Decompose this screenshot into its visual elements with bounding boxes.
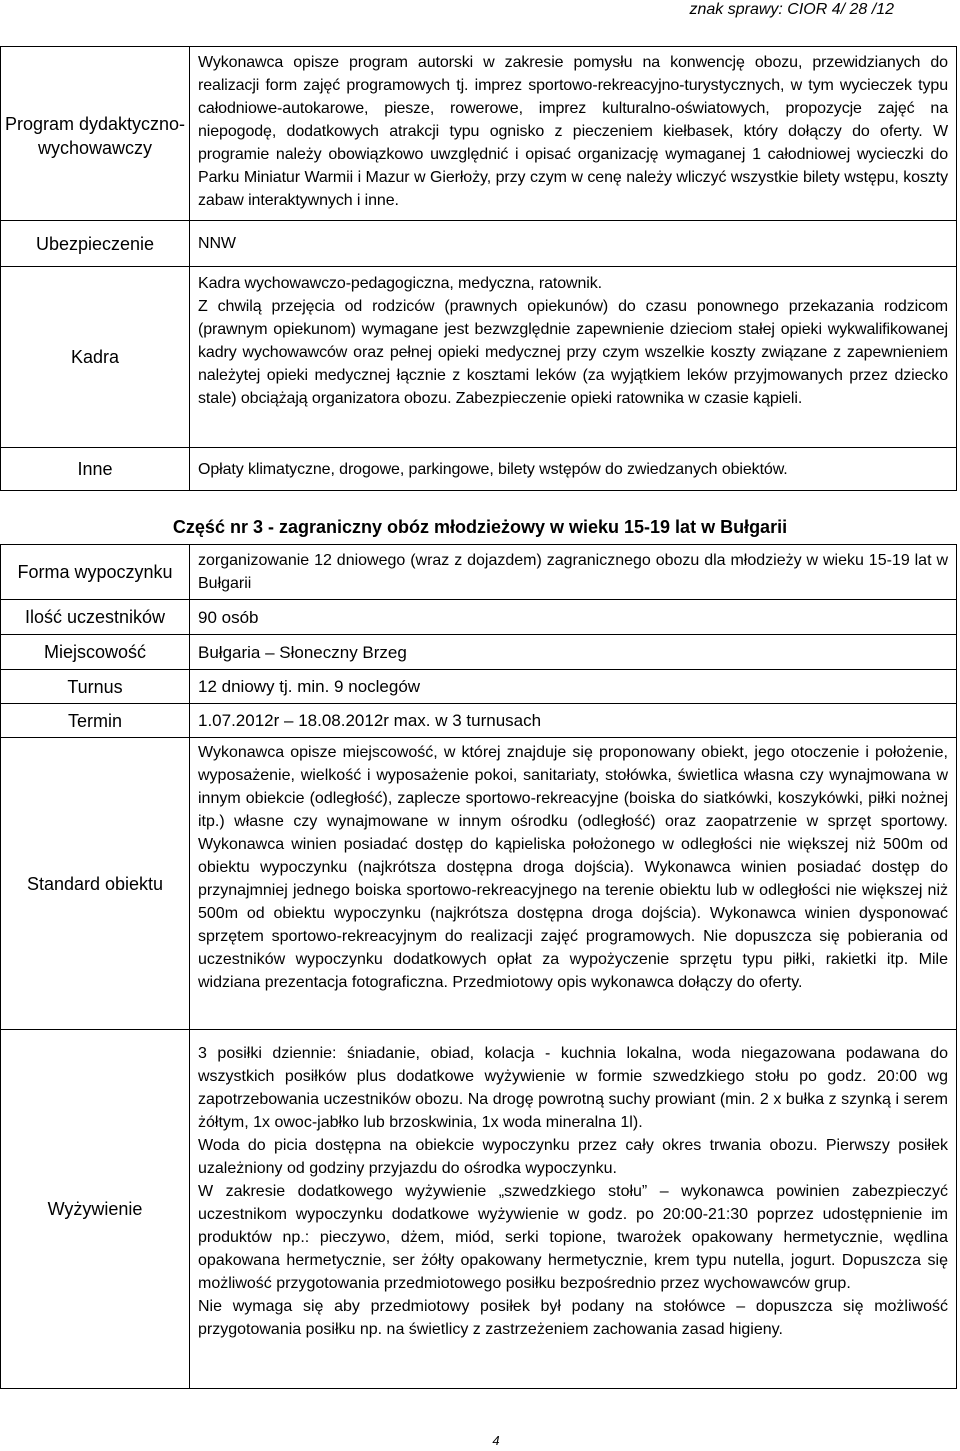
table-row	[1, 704, 957, 738]
row-content-form	[190, 545, 957, 600]
row-content-other	[190, 448, 957, 491]
row-label-text: Program dydaktyczno-wychowawczy	[4, 113, 186, 158]
row-label-text: Inne	[77, 459, 113, 479]
table-row	[1, 635, 957, 670]
row-label-text: Termin	[67, 710, 122, 731]
paragraph: Kadra wychowawczo-pedagogiczna, medyczna, ratownik.	[198, 275, 602, 292]
row-label-text: Ubezpieczenie	[35, 233, 155, 254]
row-label-text: Forma wypoczynku	[17, 562, 173, 582]
row-label-text: Ilość uczestników	[24, 607, 166, 627]
row-label-participants	[1, 600, 190, 635]
row-content-turnus	[190, 670, 957, 704]
section-heading: Część nr 3 - zagraniczny obóz młodzieżowy w wieku 15-19 lat w Bułgarii	[172, 517, 788, 537]
paragraph: Nie wymaga się aby przedmiotowy posiłek był podany na stołówce – dopuszcza się możliwość przygotowania posiłku np. na świetlicy z zastrzeżeniem zachowania zasad higieny.	[198, 1298, 948, 1338]
row-content-participants	[190, 600, 957, 635]
paragraph: Opłaty klimatyczne, drogowe, parkingowe, bilety wstępów do zwiedzanych obiektów.	[198, 460, 788, 478]
table-row	[1, 738, 957, 1030]
row-label-text: Miejscowość	[43, 642, 147, 662]
row-label-standard	[1, 738, 190, 1030]
row-label-text: Kadra	[70, 347, 120, 367]
paragraph: 12 dniowy tj. min. 9 noclegów	[198, 677, 421, 696]
table-row	[1, 545, 957, 600]
case-number: znak sprawy: CIOR 4/ 28 /12	[689, 1, 894, 18]
camp-table	[0, 544, 957, 1389]
paragraph: zorganizowanie 12 dniowego (wraz z dojazdem) zagranicznego obozu dla młodzieży w wieku 15-19 lat w Bułgarii	[198, 552, 948, 592]
row-content-food	[190, 1030, 957, 1389]
row-content-location	[190, 635, 957, 670]
row-label-text: Standard obiektu	[26, 873, 164, 894]
paragraph: Wykonawca opisze program autorski w zakresie pomysłu na konwencję obozu, przewidzianych do realizacji form zajęć programowych tj. imprez sportowo-rekreacyjno-turystycznych, w tym wycieczek typu całodniowe-autokarowe, piesze, rowerowe, imprez kulturalno-oświatowych, propozycje zajęć na niepogodę, dodatkowych atrakcji typu ognisko z pieczeniem kiełbasek, który dołączy do oferty. W programie należy obowiązkowo uwzględnić i opisać organizację wymaganej 1 całodniowej wycieczki do Parku Miniatur Warmii i Mazur w Gierłoży, przy czym w cenę należy wliczyć wszystkie bilety wstępu, koszty zabaw interaktywnych i inne.	[198, 54, 948, 209]
page-number: 4	[492, 1433, 500, 1448]
row-label-food	[1, 1030, 190, 1389]
row-label-form	[1, 545, 190, 600]
row-content-staff	[190, 267, 957, 448]
table-row	[1, 267, 957, 448]
row-label-turnus	[1, 670, 190, 704]
row-content-program	[190, 47, 957, 221]
row-label-text: Turnus	[67, 676, 123, 697]
row-label-date	[1, 704, 190, 738]
table-row	[1, 448, 957, 491]
table-row	[1, 47, 957, 221]
paragraph: Z chwilą przejęcia od rodziców (prawnych opiekunów) do czasu ponownego przekazania rodzicom (prawnym opiekunom) wymagane jest bezwzględnie zapewnienie dzieciom stałej opieki wykwalifikowanej kadry wychowawców oraz pełnej opieki medycznej przy czym wszelkie koszty związane z zapewnieniem należytej opieki medycznej łącznie z kosztami leków (za wyjątkiem leków przyjmowanych przez dziecko stale) obciążają organizatora obozu. Zabezpieczenie opieki ratownika w czasie kąpieli.	[198, 298, 948, 407]
table-row	[1, 600, 957, 635]
paragraph: NNW	[198, 235, 236, 252]
table-row	[1, 670, 957, 704]
paragraph: 90 osób	[198, 607, 259, 627]
row-label-program	[1, 47, 190, 221]
paragraph: Wykonawca opisze miejscowość, w której znajduje się proponowany obiekt, jego otoczenie i położenie, wyposażenie, wielkość i wyposażenie pokoi, sanitariaty, stołówka, świetlica własna czy wynajmowana w innym obiekcie (odległość), zaplecze sportowo-rekreacyjne (boiska do siatkówki, koszykówki, piłki nożnej itp.) własne czy wynajmowane w innym ośrodku (odległość) oraz zaopatrzenie w sprzęt sportowy. Wykonawca winien posiadać dostęp do kąpieliska położonego w odległości nie większej niż 500m od obiektu wypoczynku (najkrótsza dostępna droga dojścia). Wykonawca winien posiadać dostęp do przynajmniej jednego boiska sportowo-rekreacyjnego na terenie obiektu lub w odległości nie większej niż 500m od obiektu wypoczynku (najkrótsza dostępna droga dojścia). Wykonawca winien dysponować sprzętem sportowo-rekreacyjnym do realizacji zajęć programowych. Nie dopuszcza się pobierania od uczestników wypoczynku dodatkowych opłat za wypożyczenie sprzętu typu piłki, rakietki itp. Mile widziana prezentacja fotograficzna. Przedmiotowy opis wykonawca dołączy do oferty.	[198, 744, 948, 991]
row-label-insurance	[1, 221, 190, 267]
paragraph: 1.07.2012r – 18.08.2012r max. w 3 turnusach	[198, 711, 542, 730]
table-row	[1, 221, 957, 267]
table-row	[1, 1030, 957, 1389]
row-label-text: Wyżywienie	[47, 1199, 143, 1219]
paragraph: Woda do picia dostępna na obiekcie wypoczynku przez cały okres trwania obozu. Pierwszy posiłek uzależniony od godziny przyjazdu do ośrodka wypoczynku.	[198, 1137, 948, 1177]
paragraph: Bułgaria – Słoneczny Brzeg	[198, 642, 407, 662]
row-label-location	[1, 635, 190, 670]
program-table	[0, 46, 957, 491]
row-label-staff	[1, 267, 190, 448]
row-content-insurance	[190, 221, 957, 267]
row-label-other	[1, 448, 190, 491]
paragraph: 3 posiłki dziennie: śniadanie, obiad, kolacja - kuchnia lokalna, woda niegazowana podawana do wszystkich posiłków plus dodatkowe wyżywienie w formie szwedzkiego stołu po godz. 20:00 wg zapotrzebowania uczestników obozu. Na drogę powrotną suchy prowiant (min. 2 x bułka z szynką i serem żółtym, 1x owoc-jabłko lub brzoskwinia, 1x woda mineralna 1l).	[198, 1045, 948, 1131]
paragraph: W zakresie dodatkowego wyżywienie „szwedzkiego stołu” – wykonawca powinien zabezpieczyć uczestnikom wypoczynku dodatkowe wyżywienie w godz. po 20:00-21:30 poprzez udostępnienie im produktów np.: pieczywo, dżem, miód, serki topione, twarożek opakowany hermetycznie, wędlina opakowana hermetycznie, ser żółty opakowany hermetycznie, krem typu nutella, jogurt. Dopuszcza się możliwość przygotowania przedmiotowego posiłku bezpośrednio przez wychowawców grup.	[198, 1183, 948, 1292]
row-content-standard	[190, 738, 957, 1030]
row-content-date	[190, 704, 957, 738]
